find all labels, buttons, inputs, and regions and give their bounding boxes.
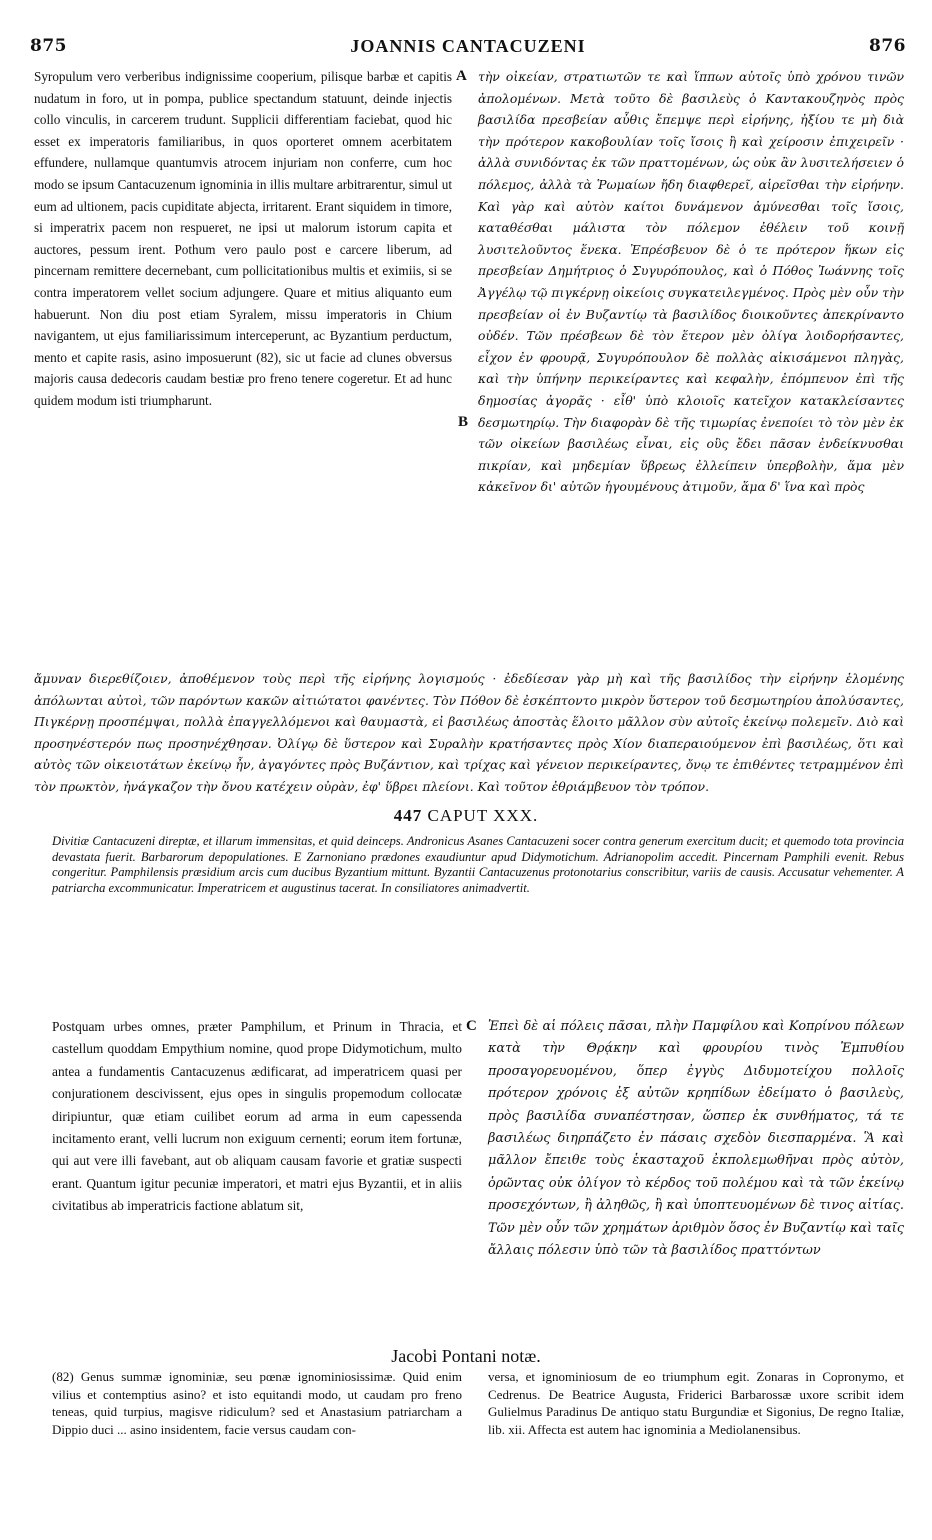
chapter-summary: [52, 834, 904, 896]
latin-text-1: Syropulum vero verberibus indignissime cooperium, pilisque barbæ et capitis nudatum in foro, ut in pompa, publice spectandum statuunt, deinde injectis collo vinculis, in carcerem trudunt. Supplicii differentiam faciebat, quod hic esset ex imperatoris familiaribus, in quos oporteret omnem acerbitatem effundere, nullamque quantumvis atrocem injuriam non conferre, cum hoc modo se ipsum Cantacuzenum ignominia in illis multare arbitrarentur, simul ut eum ad ultionem, pacis cupiditate abjecta, irritarent. Erant siquidem in timore, si imperatrix pacem non respueret, ne ipsi ut malorum istorum capita et auctores, pessum irent. Pothum vero paulo post e carcere liberum, ad pincernam remittere decernebant, cum pollicitationibus multis et eximiis, si se contra imperatorem vellet socium adjungere. Quare et mitius aliquanto eum habuerunt. Non diu post etiam Syralem, missu imperatoris in Chium navigantem, ut ejus familiarissimum interceperunt, ac Byzantium perductum, mento et capite rasis, asino imposuerunt (82), sic ut facie ad clunes obversus majoris causa dedecoris caudam bestiæ pro freno tenere cogeretur. Et ad hunc quidem modum isti triumpharunt.: [34, 69, 452, 408]
note-text-left: (82) Genus summæ ignominiæ, seu pœnæ ignominiosissimæ. Quid enim vilius et contemptius asino? et isto equitandi modo, ut caudam pro freno teneas, quid turpius, magisve ridiculum? sed et Anastasium patriarcham a Dippio duci ... asino insidentem, facie versus caudam con-: [52, 1369, 462, 1437]
greek-column-2: [488, 1016, 904, 1262]
note-text-right: versa, et ignominiosum de eo triumphum egit. Zonaras in Copronymo, et Cedrenus. De Beatrice Augusta, Friderici Barbarossæ uxore scribit idem Gulielmus Paradinus De antiquo statu Burgundiæ et Sigonius, De regno Italiæ, lib. xii. Affecta est autem hac ignominia a Mediolanensibus.: [488, 1369, 904, 1437]
page-header: [30, 36, 906, 60]
margin-marker-c: C: [466, 1018, 477, 1034]
page-number-right: 876: [869, 36, 906, 56]
latin-text-2: Postquam urbes omnes, præter Pamphilum, et Prinum in Thracia, et castellum quoddam Empythium nomine, quod prope Didymotichum, multo antea a fundamentis Cantacuzenus ædificarat, ad imperatricem quasi per conjurationem descivissent, ejus opes in singulis propemodum collocatæ diripiuntur, quæ etiam cuilibet eorum ad arma in eum capessenda incitamento erant, velli lucrum non exiguum cernenti; eorum item fortunæ, qui aut vere illi favebant, aut ob aliquam causam favorie et gratiæ suspecti erant. Quantum igitur pecuniæ imperatori, et matri ejus Byzantii, et in aliis civitatibus ab imperatricis factione ablatum sit,: [52, 1019, 462, 1214]
page-number-left: 875: [30, 36, 67, 56]
notes-column-right: [488, 1368, 904, 1438]
greek-full-width-text: [34, 668, 904, 797]
greek-text-1: τὴν οἰκείαν, στρατιωτῶν τε καὶ ἵππων αὐτοῖς ὑπὸ χρόνου τινῶν ἀπολομένων. Μετὰ τοῦτο δὲ βασιλεὺς ὁ Καντακουζηνὸς πρὸς βασιλίδα πρεσβείαν αὖθις ἔπεμψε περὶ εἰρήνης, ἠξίου τε μὴ διὰ τὴν πρότερον κακοβουλίαν τοῖς ἴσοις ἢ καὶ χείροσιν ἐπιχειρεῖν · ἀλλὰ συνιδόντας ἐκ τῶν πραττομένων, ὡς οὐκ ἂν λυσιτελήσειεν ὁ πόλεμος, ἀλλὰ τὰ Ῥωμαίων ἤδη διαφθερεῖ, αἱρεῖσθαι τὴν εἰρήνην. Καὶ γὰρ καὶ αὐτὸν καίτοι δυνάμενον ἀμύνεσθαι τοῖς ἴσοις, καταθέσθαι μάλιστα τὸν πόλεμον ἐθέλειν τοῦ κοινῇ λυσιτελοῦντος ἕνεκα. Ἐπρέσβευον δὲ ὁ τε πρότερον ἥκων εἰς πρεσβείαν Δημήτριος ὁ Συγυρόπουλος, καὶ ὁ Πόθος Ἰωάννης τοῖς Ἀγγέλῳ τῷ πιγκέρνῃ οἰκείοις συγκατειλεγμένος. Πρὸς μὲν οὖν τὴν πρεσβείαν οἱ ἐν Βυζαντίῳ τὰ βασιλίδος διοικοῦντες ἀπεκρίναντο οὐδέν. Τῶν πρέσβεων δὲ τὸν ἕτερον μὲν ὀλίγα λοιδορήσαντες, εἶχον ἐν φρουρᾷ, Συγυρόπουλον δὲ πολλὰς αἰκισάμενοι πληγὰς, καὶ τὴν ὑπήνην περικείραντες καὶ κεφαλὴν, ἐπόμπευον ἐπὶ τῆς δημοσίας ἀγορᾶς · εἶθ' ὑπὸ κλοιοῖς κατεῖχον κατακλείσαντες δεσμωτηρίῳ. Τὴν διαφορὰν δὲ τῆς τιμωρίας ἐνεποίει τὸ τὸν μὲν ἐκ τῶν οἰκείων βασιλέως εἶναι, εἰς οὓς ἔδει πᾶσαν ἐνδείκνυσθαι πικρίαν, καὶ μηδεμίαν ὕβρεως ἐλλείπειν ὑπερβολὴν, ἅμα μὲν κἀκεῖνον δι' αὐτῶν ἡγουμένους ἀτιμοῦν, ἅμα δ' ἵνα καὶ πρὸς: [478, 69, 904, 495]
greek-text-2: Ἐπεὶ δὲ αἱ πόλεις πᾶσαι, πλὴν Παμφίλου καὶ Κοπρίνου πόλεων κατὰ τὴν Θρᾴκην καὶ φρουρίου τινὸς Ἐμπυθίου προσαγορευομένου, ὅπερ ἐγγὺς Διδυμοτείχου πολλοῖς πρότερον χρόνοις ἐξ αὐτῶν κρηπίδων ἐδείματο ὁ βασιλεὺς, πρὸς βασιλίδα συναπέστησαν, ὥσπερ ἐκ συνθήματος, τά τε βασιλέως διηρπάζετο ἐν πάσαις σχεδὸν διεσπαρμένα. Ἃ καὶ μᾶλλον ἔπειθε τοὺς ἑκασταχοῦ ἐκπολεμωθῆναι πρὸς αὐτὸν, ὁρῶντας οὐκ ὀλίγον τὸ κέρδος τοῦ πολέμου καὶ τὰ τῶν ἐκείνῳ προσεχόντων, ἢ ἀληθῶς, ἢ καὶ ὑποπτευομένων δὲ τινος αἰτίας. Τῶν μὲν οὖν τῶν χρημάτων ἀριθμὸν ὅσος ἐν Βυζαντίῳ καὶ ταῖς ἄλλαις πόλεσιν ὑπὸ τῶν τὰ βασιλίδος πραττόντων: [488, 1019, 904, 1259]
chapter-title: CAPUT XXX.: [427, 806, 539, 825]
margin-marker-b: B: [458, 414, 469, 430]
notes-heading: Jacobi Pontani notæ.: [391, 1346, 541, 1366]
running-title: JOANNIS CANTACUZENI: [350, 36, 586, 56]
greek-column-1: [478, 66, 904, 498]
latin-column-2: [52, 1016, 462, 1218]
latin-column-1: [34, 66, 452, 412]
greek-text-full: ἄμυναν διερεθίζοιεν, ἀποθέμενον τοὺς περὶ τῆς εἰρήνης λογισμούς · ἐδεδίεσαν γὰρ μὴ καὶ τῆς βασιλίδος τὴν εἰρήνην ἑλομένης ἀπόλωνται αὐτοὶ, τῶν παρόντων κακῶν αἰτιώτατοι φανέντες. Τὸν Πόθον δὲ ἐσκέπτοντο μικρὸν ὕστερον τοῦ δεσμωτηρίου ἀπολύσαντες, Πιγκέρνῃ προσπέμψαι, πολλὰ ἐπαγγελλόμενοι καὶ θαυμαστὰ, εἰ βασιλέως ἀποστὰς ἕλοιτο μᾶλλον σὺν αὐτοῖς ἐκείνῳ πολεμεῖν. Διὸ καὶ προσηνέστερόν πως προσηνέχθησαν. Ὀλίγῳ δὲ ὕστερον καὶ Συραλὴν κρατήσαντες πρὸς Χίον διαπεραιούμενον ἐπὶ βασιλέως, ὅτι καὶ αὐτὸς τῶν οἰκειοτάτων ἐκείνῳ ἦν, ἀγαγόντες πρὸς Βυζάντιον, καὶ τρίχας καὶ γένειον περικείραντες, ὄνῳ τε ἐπιθέντες τετραμμένον ἐπὶ τὸν πρωκτὸν, ἠνάγκαζον τὴν ὄνου κατέχειν οὐρὰν, ἐφ' ὕβρει πλείονι. Καὶ τοῦτον ἐθριάμβευον τὸν τρόπον.: [34, 671, 904, 794]
notes-column-left: [52, 1368, 462, 1438]
margin-marker-a: A: [456, 68, 467, 84]
chapter-heading: [0, 806, 932, 826]
chapter-summary-text: Divitiæ Cantacuzeni direptæ, et illarum immensitas, et quid deinceps. Andronicus Asanes Cantacuzeni socer contra generum exercitum ducit; et quemodo tota provincia devastata fuerit. Barbarorum depopulationes. E Zarnoniano prædones exaudiuntur apud Didymotichum. Adrianopolim accedit. Pincernam Pamphili evenit. Rebus congeritur. Pamphilensis præsidium arcis cum ducibus Byzantium mittunt. Byzantii Cantacuzenus protonotarius conscribitur, variis de causis. Accusatur vehementer. A patriarcha excommunicatur. Imperatricem et augustinus tacerat. In consiliatores animadvertit.: [52, 834, 904, 895]
chapter-number: 447: [393, 806, 423, 825]
